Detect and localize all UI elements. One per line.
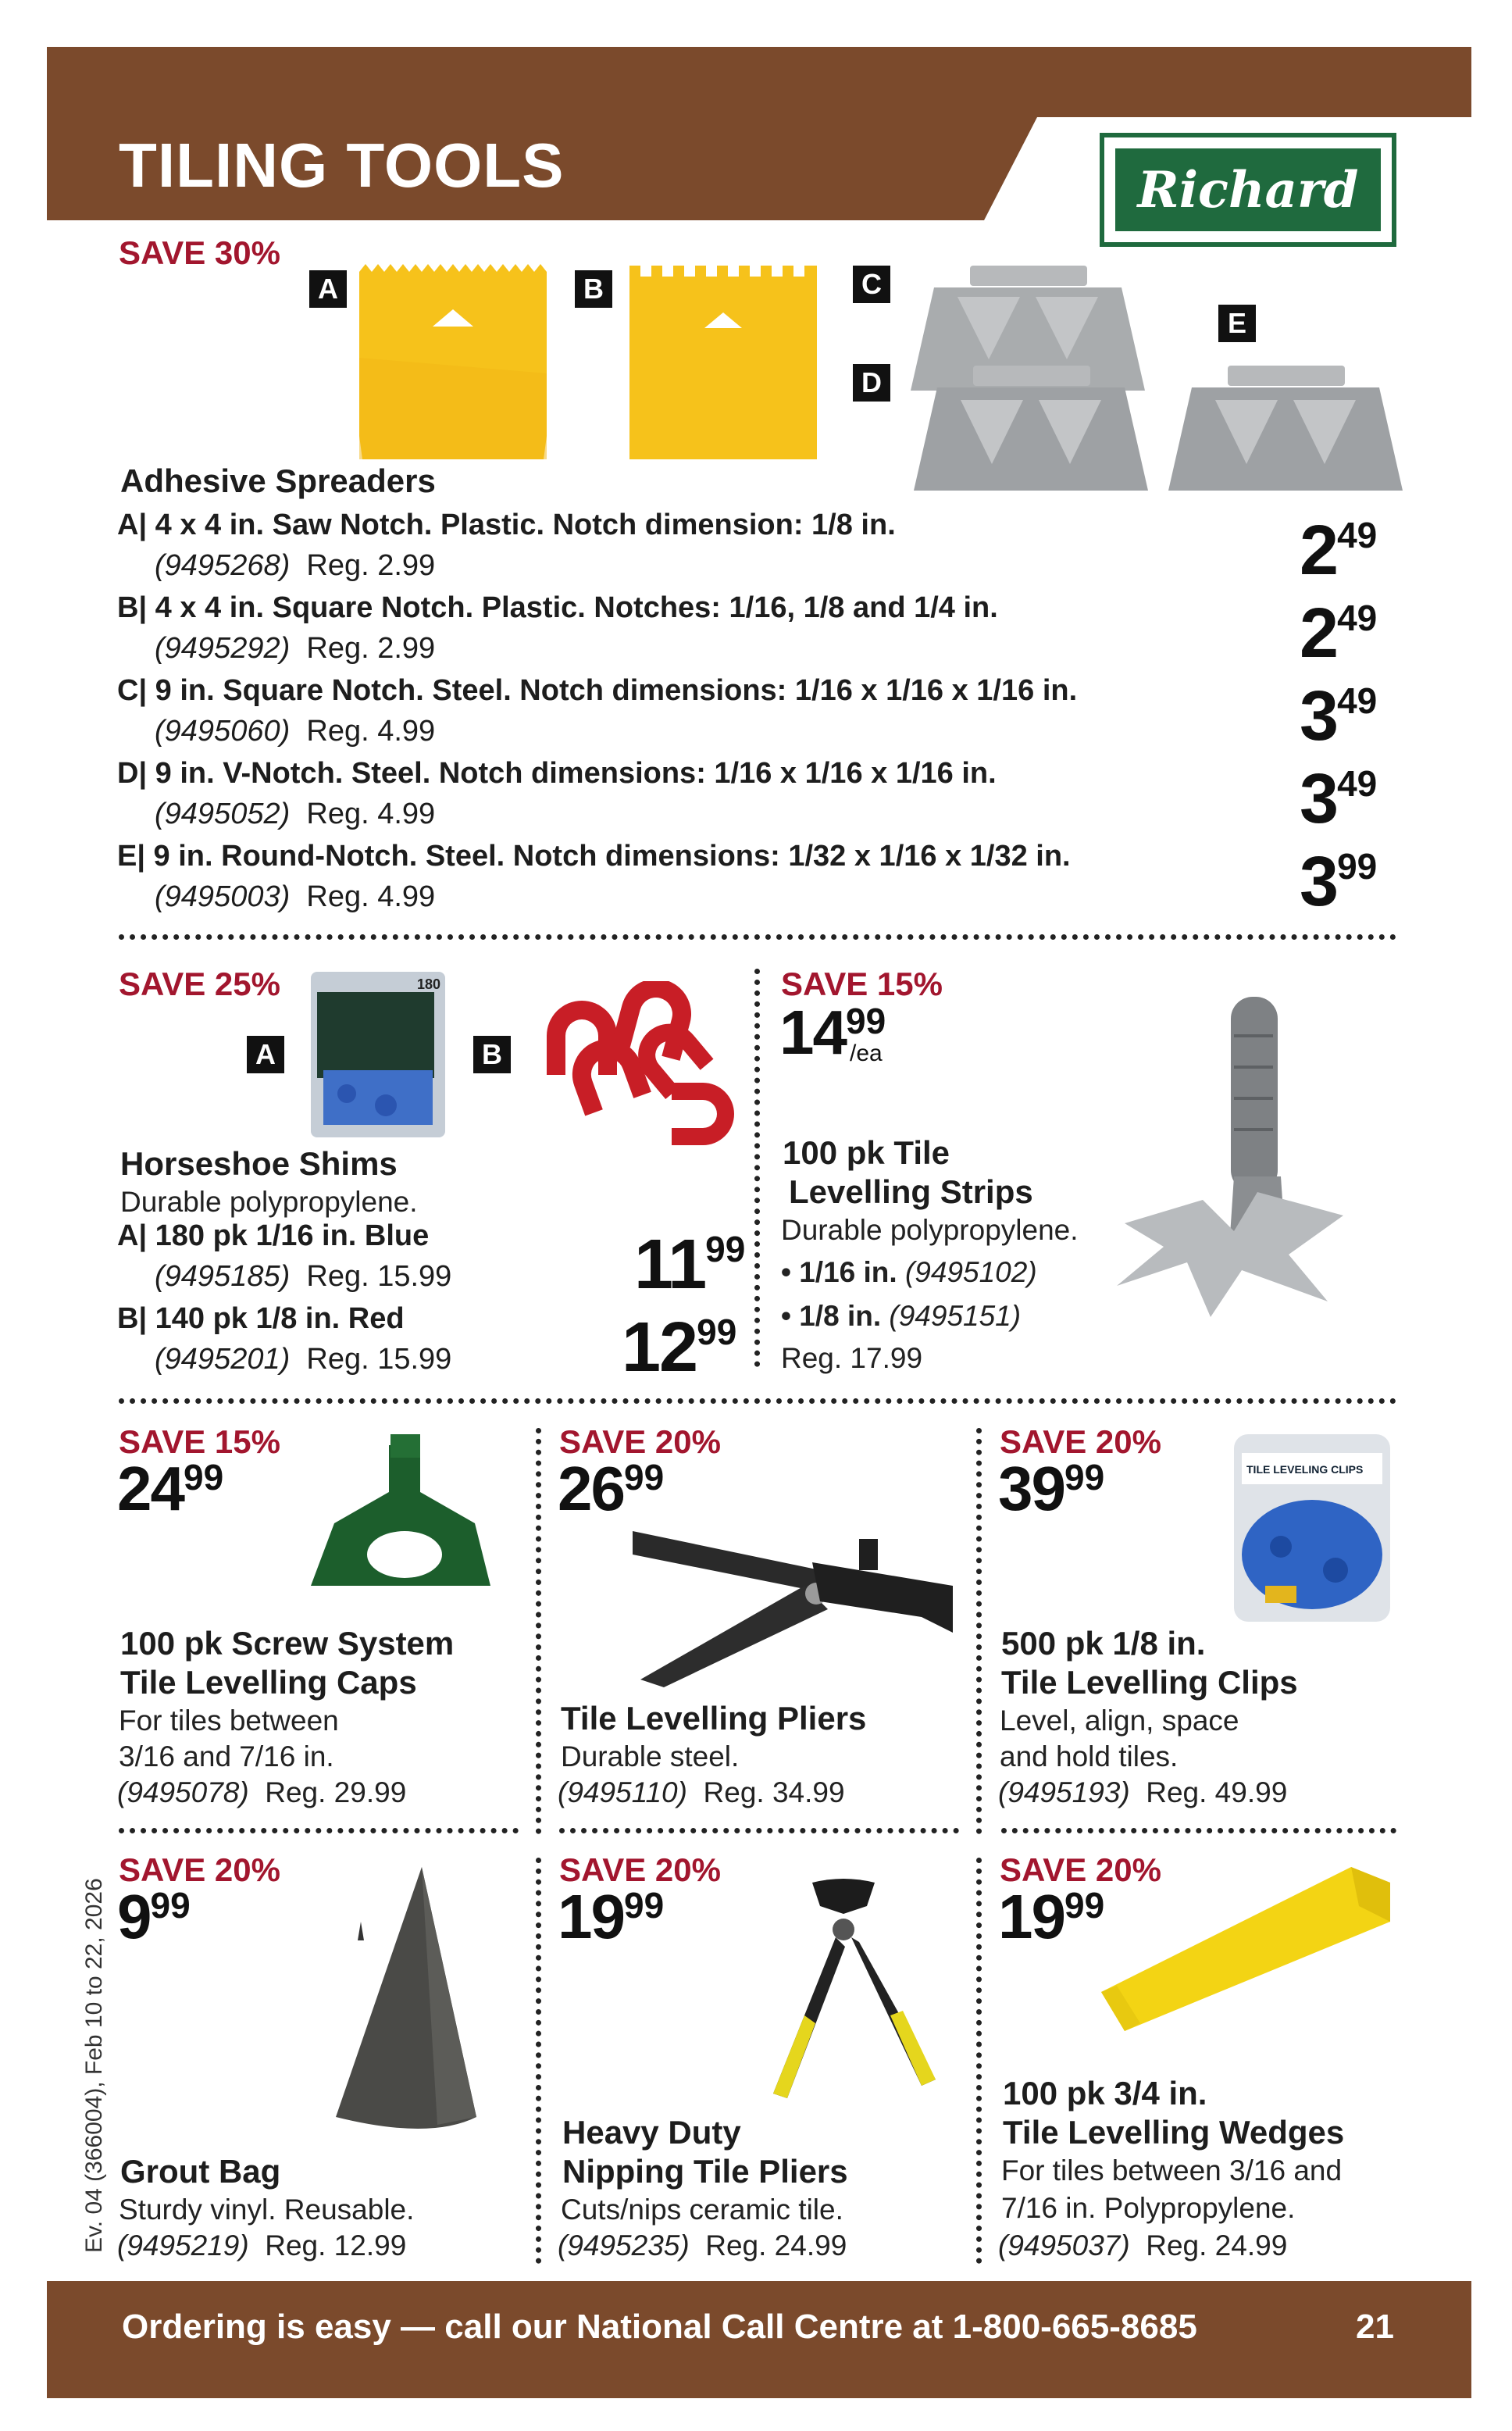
nipping-price: $19^{99}$ (558, 1882, 665, 1951)
levelling-wedge-image (1093, 1851, 1398, 2039)
image-label-b: B (575, 270, 612, 308)
grout-title: Grout Bag (120, 2153, 281, 2190)
grout-bag-image (312, 1859, 492, 2140)
flyer-edition-code: Ev. 04 (366004), Feb 10 to 22, 2026 (81, 1878, 107, 2253)
blue-shims-package-image (308, 969, 448, 1141)
wedges-title-1: 100 pk 3/4 in. (1003, 2075, 1207, 2112)
clips-description-1: Level, align, space (1000, 1705, 1239, 1737)
divider (119, 934, 1396, 940)
image-label-a: A (247, 1036, 284, 1073)
divider (1001, 1828, 1396, 1833)
wedges-title-2: Tile Levelling Wedges (1003, 2114, 1345, 2151)
pliers-sku-reg: (9495110) Reg. 34.99 (558, 1776, 845, 1808)
shims-title: Horseshoe Shims (120, 1145, 398, 1182)
caps-price: $24^{99}$ (117, 1454, 224, 1523)
page-title: TILING TOOLS (119, 130, 565, 200)
clips-title-2: Tile Levelling Clips (1001, 1664, 1298, 1701)
clips-package-image (1226, 1430, 1398, 1625)
image-label-c: C (853, 266, 890, 303)
shims-description: Durable polypropylene. (120, 1186, 418, 1218)
spreader-price-e: $3^{99}$ (1300, 843, 1378, 921)
spreader-row-e: E| 9 in. Round-Notch. Steel. Notch dimensions: 1/32 x 1/16 x 1/32 in. (9495003) Reg. 4.99 (117, 840, 1071, 913)
strips-option-1: • 1/16 in. (9495102) (781, 1256, 1037, 1288)
screw-cap-image (303, 1430, 498, 1609)
page-number: 21 (1356, 2308, 1394, 2346)
divider (976, 1428, 982, 1834)
clips-title-1: 500 pk 1/8 in. (1001, 1625, 1206, 1662)
red-shims-image (531, 981, 742, 1161)
shim-price-a: $11^{99}$ (634, 1226, 746, 1304)
clips-price: $39^{99}$ (998, 1454, 1105, 1523)
nipping-sku-reg: (9495235) Reg. 24.99 (558, 2229, 847, 2261)
spreader-price-c: $3^{49}$ (1300, 677, 1378, 755)
strips-price: $14^{99}$ /ea (779, 998, 886, 1067)
strips-description: Durable polypropylene. (781, 1214, 1079, 1246)
pliers-title: Tile Levelling Pliers (561, 1700, 867, 1737)
tile-levelling-pliers-image (625, 1523, 961, 1695)
clips-sku-reg: (9495193) Reg. 49.99 (998, 1776, 1288, 1808)
nipping-description: Cuts/nips ceramic tile. (561, 2194, 843, 2226)
nipping-pliers-image (758, 1875, 953, 2109)
square-notch-spreader-image (629, 266, 817, 459)
nipping-title-2: Nipping Tile Pliers (562, 2153, 848, 2190)
strips-regular-price: Reg. 17.99 (781, 1342, 923, 1374)
svg-text:180: 180 (417, 976, 441, 992)
spreader-row-a: A| 4 x 4 in. Saw Notch. Plastic. Notch dimension: 1/8 in. (9495268) Reg. 2.99 (117, 509, 896, 582)
spreaders-save-badge: SAVE 30% (119, 234, 280, 271)
nipping-title-1: Heavy Duty (562, 2114, 741, 2151)
strips-save-badge: SAVE 15% (781, 966, 943, 1002)
svg-text:TILE LEVELING CLIPS: TILE LEVELING CLIPS (1246, 1463, 1364, 1476)
pliers-price: $26^{99}$ (558, 1454, 665, 1523)
pliers-save-badge: SAVE 20% (559, 1423, 721, 1460)
image-label-b: B (473, 1036, 511, 1073)
grout-description: Sturdy vinyl. Reusable. (119, 2194, 415, 2226)
pliers-description: Durable steel. (561, 1740, 740, 1772)
steel-spreaders-image (911, 266, 1410, 500)
spreader-price-a: $2^{49}$ (1300, 512, 1378, 590)
levelling-strip-image (1117, 989, 1351, 1325)
divider (119, 1828, 519, 1833)
divider (536, 1858, 541, 2264)
image-label-e: E (1218, 305, 1256, 342)
saw-notch-spreader-image (359, 264, 547, 459)
wedges-sku-reg: (9495037) Reg. 24.99 (998, 2229, 1288, 2261)
spreader-price-d: $3^{49}$ (1300, 760, 1378, 838)
wedges-save-badge: SAVE 20% (1000, 1851, 1161, 1888)
wedges-description-2: 7/16 in. Polypropylene. (1001, 2192, 1296, 2224)
grout-save-badge: SAVE 20% (119, 1851, 280, 1888)
caps-description-1: For tiles between (119, 1705, 339, 1737)
divider (559, 1828, 959, 1833)
shims-save-badge: SAVE 25% (119, 966, 280, 1002)
strips-title-2: Levelling Strips (789, 1173, 1033, 1210)
caps-title-2: Tile Levelling Caps (120, 1664, 417, 1701)
clips-description-2: and hold tiles. (1000, 1740, 1179, 1772)
brand-logo: Richard (1100, 133, 1396, 247)
footer-call-centre[interactable]: Ordering is easy — call our National Call Centre at 1-800-665-8685 (122, 2308, 1197, 2346)
spreaders-title: Adhesive Spreaders (120, 462, 436, 499)
wedges-description-1: For tiles between 3/16 and (1001, 2154, 1343, 2186)
shim-price-b: $12^{99}$ (622, 1308, 737, 1387)
caps-sku-reg: (9495078) Reg. 29.99 (117, 1776, 407, 1808)
spreader-row-c: C| 9 in. Square Notch. Steel. Notch dimensions: 1/16 x 1/16 x 1/16 in. (9495060) Reg. 4.99 (117, 674, 1078, 748)
nipping-save-badge: SAVE 20% (559, 1851, 721, 1888)
divider (754, 969, 760, 1367)
caps-title-1: 100 pk Screw System (120, 1625, 455, 1662)
shim-row-b: B| 140 pk 1/8 in. Red (9495201) Reg. 15.99 (117, 1302, 452, 1376)
divider (119, 1398, 1396, 1404)
shim-row-a: A| 180 pk 1/16 in. Blue (9495185) Reg. 15.99 (117, 1219, 452, 1293)
strips-option-2: • 1/8 in. (9495151) (781, 1300, 1022, 1332)
grout-sku-reg: (9495219) Reg. 12.99 (117, 2229, 407, 2261)
image-label-d: D (853, 364, 890, 402)
clips-save-badge: SAVE 20% (1000, 1423, 1161, 1460)
divider (536, 1428, 541, 1834)
wedges-price: $19^{99}$ (998, 1882, 1105, 1951)
divider (976, 1858, 982, 2264)
strips-title-1: 100 pk Tile (783, 1134, 950, 1171)
spreader-row-d: D| 9 in. V-Notch. Steel. Notch dimensions: 1/16 x 1/16 x 1/16 in. (9495052) Reg. 4.99 (117, 757, 997, 830)
caps-save-badge: SAVE 15% (119, 1423, 280, 1460)
caps-description-2: 3/16 and 7/16 in. (119, 1740, 334, 1772)
image-label-a: A (309, 270, 347, 308)
spreader-price-b: $2^{49}$ (1300, 594, 1378, 673)
spreader-row-b: B| 4 x 4 in. Square Notch. Plastic. Notches: 1/16, 1/8 and 1/4 in. (9495292) Reg. 2.99 (117, 591, 998, 665)
grout-price: $9^{99}$ (117, 1882, 191, 1951)
